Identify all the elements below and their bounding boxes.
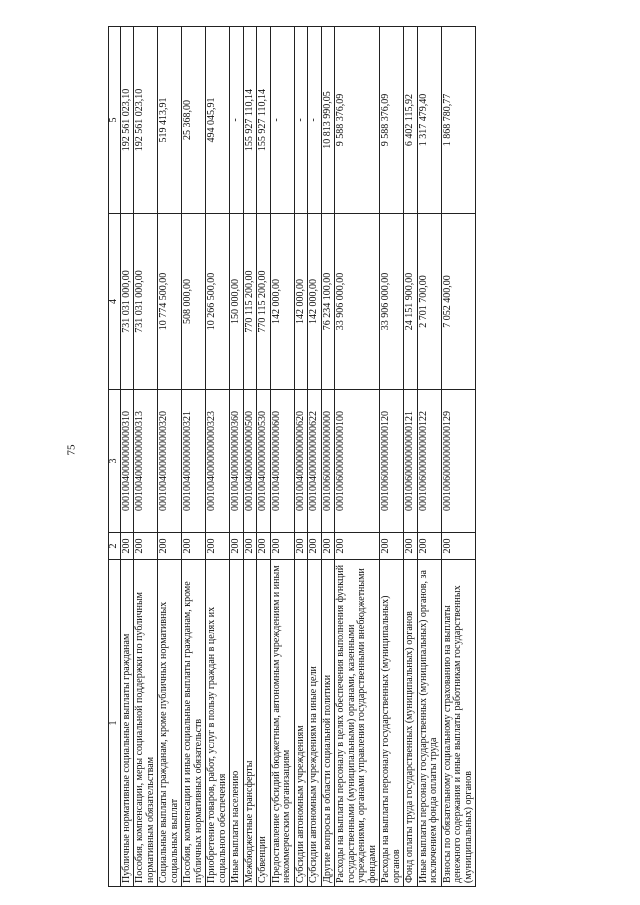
row-description: Предоставление субсидий бюджетным, автономным учреждениям и иным некоммерческим организациям [270,560,294,887]
row-executed-amount: 6 402 115,92 [404,27,418,214]
row-classification-code: 00010060000000000129 [441,390,476,533]
row-classification-code: 00010060000000000120 [380,390,404,533]
row-description: Социальные выплаты гражданам, кроме публичных нормативных социальных выплат [158,560,182,887]
row-approved-amount: 731 031 000,00 [120,214,134,390]
row-description: Приобретение товаров, работ, услуг в пользу граждан в целях их социального обеспечения [206,560,230,887]
row-approved-amount: 150 000,00 [230,214,244,390]
row-description: Взносы по обязательному социальному страхованию на выплаты денежного содержания и иные выплаты работникам государственных (муниципальных) органов [441,560,476,887]
table-row [243,27,257,887]
table-body [120,27,476,887]
row-description: Субсидии автономным учреждениям [294,560,308,887]
row-executed-amount: 1 868 780,77 [441,27,476,214]
row-classification-code: 00010060000000000000 [321,390,335,533]
row-line-code: 200 [294,533,308,560]
row-line-code: 200 [380,533,404,560]
table-row [308,27,322,887]
row-line-code: 200 [230,533,244,560]
row-classification-code: 00010040000000000320 [158,390,182,533]
table-row [294,27,308,887]
row-approved-amount: 24 151 900,00 [404,214,418,390]
row-line-code: 200 [270,533,294,560]
row-classification-code: 00010040000000000600 [270,390,294,533]
table-row [380,27,404,887]
row-approved-amount: 731 031 000,00 [134,214,158,390]
row-classification-code: 00010040000000000323 [206,390,230,533]
row-executed-amount: 9 588 376,09 [380,27,404,214]
row-executed-amount: 10 813 990,05 [321,27,335,214]
header-cell: 4 [109,214,121,390]
row-approved-amount: 33 906 000,00 [380,214,404,390]
row-executed-amount: - [270,27,294,214]
row-line-code: 200 [243,533,257,560]
row-classification-code: 00010040000000000500 [243,390,257,533]
row-line-code: 200 [182,533,206,560]
row-approved-amount: 142 000,00 [294,214,308,390]
row-classification-code: 00010040000000000321 [182,390,206,533]
row-executed-amount: 192 561 023,10 [120,27,134,214]
row-approved-amount: 770 115 200,00 [257,214,271,390]
row-classification-code: 00010060000000000100 [335,390,380,533]
row-executed-amount: 25 368,00 [182,27,206,214]
row-line-code: 200 [158,533,182,560]
row-approved-amount: 10 774 500,00 [158,214,182,390]
row-executed-amount: 1 317 479,40 [417,27,441,214]
row-description: Субвенции [257,560,271,887]
row-line-code: 200 [308,533,322,560]
row-approved-amount: 10 266 500,00 [206,214,230,390]
row-approved-amount: 33 906 000,00 [335,214,380,390]
row-approved-amount: 142 000,00 [270,214,294,390]
table-row [206,27,230,887]
row-description: Пособия, компенсации и иные социальные выплаты гражданам, кроме публичных нормативных обязательств [182,560,206,887]
row-executed-amount: 192 561 023,10 [134,27,158,214]
row-line-code: 200 [404,533,418,560]
row-executed-amount: 494 045,91 [206,27,230,214]
row-executed-amount: 155 927 110,14 [243,27,257,214]
row-approved-amount: 76 234 100,00 [321,214,335,390]
row-approved-amount: 142 000,00 [308,214,322,390]
row-description: Иные выплаты персоналу государственных (муниципальных) органов, за исключением фонда оплаты труда [417,560,441,887]
row-classification-code: 00010040000000000530 [257,390,271,533]
header-cell: 3 [109,390,121,533]
row-line-code: 200 [120,533,134,560]
header-cell: 5 [109,27,121,214]
header-cell: 2 [109,533,121,560]
row-description: Расходы на выплаты персоналу государственных (муниципальных) органов [380,560,404,887]
table-row [230,27,244,887]
row-line-code: 200 [335,533,380,560]
row-classification-code: 00010060000000000122 [417,390,441,533]
row-classification-code: 00010060000000000121 [404,390,418,533]
table-row [134,27,158,887]
row-approved-amount: 2 701 700,00 [417,214,441,390]
row-executed-amount: 519 413,91 [158,27,182,214]
table-row [417,27,441,887]
row-line-code: 200 [417,533,441,560]
table-row [335,27,380,887]
row-description: Другие вопросы в области социальной политики [321,560,335,887]
row-line-code: 200 [441,533,476,560]
row-line-code: 200 [321,533,335,560]
rotated-table-container [108,27,476,887]
table-row [270,27,294,887]
table-row [404,27,418,887]
row-executed-amount: - [308,27,322,214]
row-line-code: 200 [257,533,271,560]
row-executed-amount: - [230,27,244,214]
row-classification-code: 00010040000000000360 [230,390,244,533]
row-description: Межбюджетные трансферты [243,560,257,887]
table-row [158,27,182,887]
row-description: Иные выплаты населению [230,560,244,887]
row-description: Пособия, компенсации, меры социальной поддержки по публичным нормативным обязательствам [134,560,158,887]
row-executed-amount: 9 588 376,09 [335,27,380,214]
row-approved-amount: 770 115 200,00 [243,214,257,390]
page-number: 75 [65,444,78,456]
row-description: Фонд оплаты труда государственных (муниципальных) органов [404,560,418,887]
header-row [109,27,121,887]
row-approved-amount: 7 052 400,00 [441,214,476,390]
row-description: Публичные нормативные социальные выплаты гражданам [120,560,134,887]
row-classification-code: 00010040000000000310 [120,390,134,533]
table-row [441,27,476,887]
row-description: Субсидии автономным учреждениям на иные цели [308,560,322,887]
row-classification-code: 00010040000000000620 [294,390,308,533]
table-row [120,27,134,887]
row-description: Расходы на выплаты персоналу в целях обеспечения выполнения функций государственными (муниципальными) органами, казенными учреждениями, органами управления государственными внебюджетными фондами [335,560,380,887]
row-line-code: 200 [134,533,158,560]
table-row [257,27,271,887]
header-cell: 1 [109,560,121,887]
row-classification-code: 00010040000000000313 [134,390,158,533]
row-approved-amount: 508 000,00 [182,214,206,390]
table-row [182,27,206,887]
table-row [321,27,335,887]
row-executed-amount: - [294,27,308,214]
row-classification-code: 00010040000000000622 [308,390,322,533]
row-line-code: 200 [206,533,230,560]
budget-table [108,26,476,887]
row-executed-amount: 155 927 110,14 [257,27,271,214]
